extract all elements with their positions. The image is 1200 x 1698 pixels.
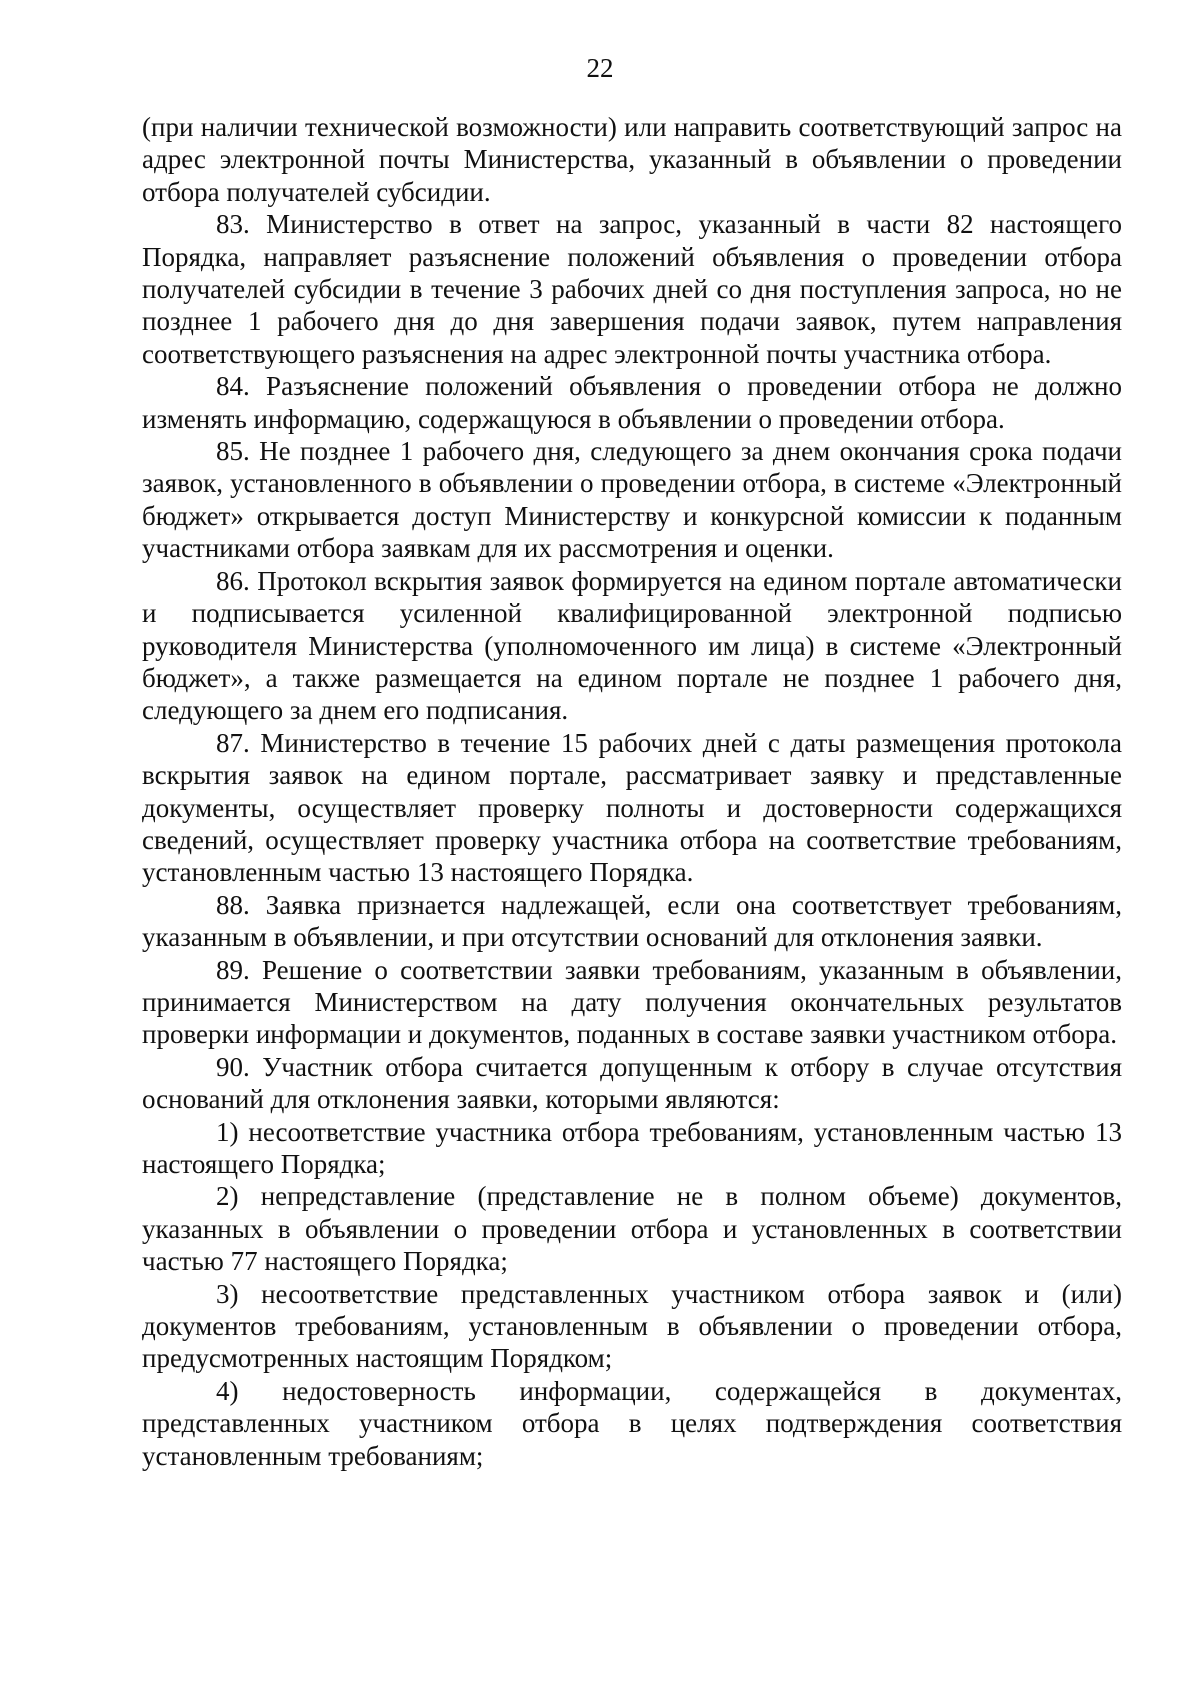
paragraph-85: 85. Не позднее 1 рабочего дня, следующего за днем окончания срока подачи заявок, установленного в объявлении о проведении отбора, в системе «Электронный бюджет» открывается доступ Министерству и конкурсной комиссии к поданным участниками отбора заявкам для их рассмотрения и оценки. — [142, 436, 1122, 564]
document-body — [142, 111, 1122, 1472]
paragraph-86: 86. Протокол вскрытия заявок формируется на едином портале автоматически и подписывается усиленной квалифицированной электронной подписью руководителя Министерства (уполномоченного им лица) в системе «Электронный бюджет», а также размещается на едином портале не позднее 1 рабочего дня, следующего за днем его подписания. — [142, 565, 1122, 726]
paragraph-continuation: (при наличии технической возможности) или направить соответствующий запрос на адрес электронной почты Министерства, указанный в объявлении о проведении отбора получателей субсидии. — [142, 112, 1122, 207]
paragraph-88: 88. Заявка признается надлежащей, если она соответствует требованиям, указанным в объявлении, и при отсутствии оснований для отклонения заявки. — [142, 889, 1122, 953]
paragraph-83: 83. Министерство в ответ на запрос, указанный в части 82 настоящего Порядка, направляет разъяснение положений объявления о проведении отбора получателей субсидии в течение 3 рабочих дней со дня поступления запроса, но не позднее 1 рабочего дня до дня завершения подачи заявок, путем направления соответствующего разъяснения на адрес электронной почты участника отбора. — [142, 209, 1122, 369]
list-item-1: 1) несоответствие участника отбора требованиям, установленным частью 13 настоящего Порядка; — [142, 1116, 1122, 1179]
paragraph-89: 89. Решение о соответствии заявки требованиям, указанным в объявлении, принимается Министерством на дату получения окончательных результатов проверки информации и документов, поданных в составе заявки участником отбора. — [142, 954, 1122, 1050]
list-item-2: 2) непредставление (представление не в полном объеме) документов, указанных в объявлении о проведении отбора и установленных в соответствии частью 77 настоящего Порядка; — [142, 1181, 1122, 1277]
paragraph-90: 90. Участник отбора считается допущенным к отбору в случае отсутствия оснований для отклонения заявки, которыми являются: — [142, 1051, 1122, 1115]
list-item-3: 3) несоответствие представленных участником отбора заявок и (или) документов требованиям, установленным в объявлении о проведении отбора, предусмотренных настоящим Порядком; — [142, 1278, 1122, 1374]
page-number: 22 — [586, 53, 614, 83]
list-item-4: 4) недостоверность информации, содержащейся в документах, представленных участником отбора в целях подтверждения соответствия установленным требованиям; — [142, 1375, 1122, 1471]
paragraph-84: 84. Разъяснение положений объявления о проведении отбора не должно изменять информацию, содержащуюся в объявлении о проведении отбора. — [142, 371, 1122, 434]
paragraph-87: 87. Министерство в течение 15 рабочих дней с даты размещения протокола вскрытия заявок на едином портале, рассматривает заявку и представленные документы, осуществляет проверку полноты и достоверности содержащихся сведений, осуществляет проверку участника отбора на соответствие требованиям, установленным частью 13 настоящего Порядка. — [142, 727, 1122, 888]
